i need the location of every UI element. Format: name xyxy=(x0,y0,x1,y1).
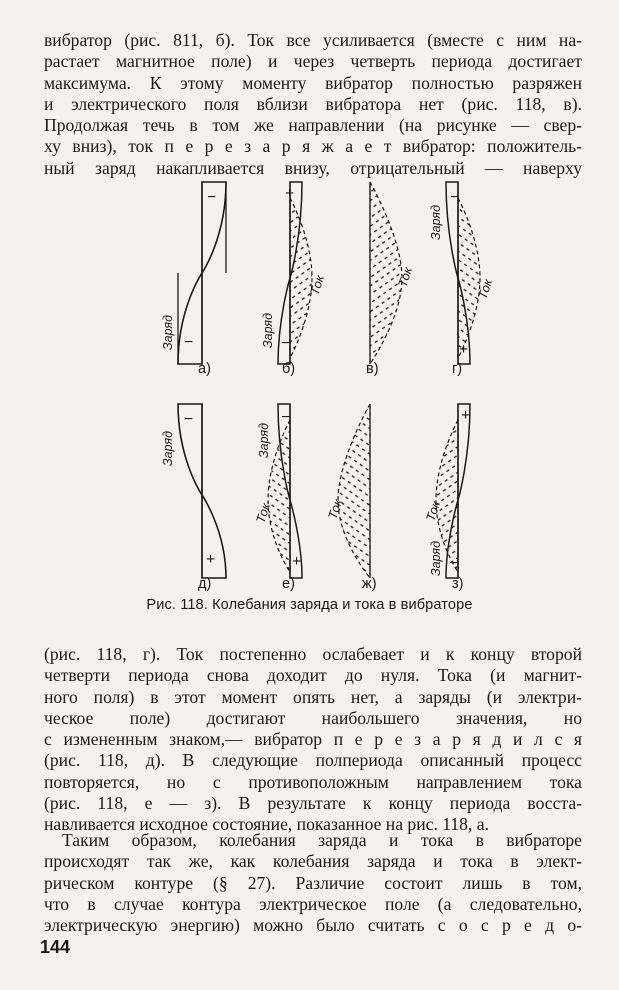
panel-e xyxy=(254,404,302,592)
plus-sign: + xyxy=(206,551,216,568)
charge-label: Заряд xyxy=(161,430,175,466)
text-line: растает магнитное поле) и через четверть периода достигает xyxy=(44,51,582,72)
minus-sign: − xyxy=(281,335,291,352)
panel-label-g: г) xyxy=(452,361,463,377)
text-line: ного поля) в этот момент опять нет, а заряды (и электри- xyxy=(44,686,582,707)
minus-sign: − xyxy=(184,334,194,351)
charge-label: Заряд xyxy=(429,540,443,576)
vibrator-figure xyxy=(140,178,500,598)
current-label: Ток xyxy=(253,501,274,525)
panel-zh xyxy=(326,404,377,592)
current-label: Ток xyxy=(307,273,328,297)
text-line: четверти периода снова доходит до нуля. Тока (и магнит- xyxy=(44,665,582,686)
charge-label: Заряд xyxy=(161,314,175,350)
text-line: вибратор (рис. 811, б). Ток все усиливается (вместе с ним на- xyxy=(44,30,582,50)
text-line: Продолжая течь в том же направлении (на рисунке — свер- xyxy=(44,115,582,136)
text-line: (рис. 118, е — з). В результате к концу периода восста- xyxy=(44,793,582,814)
paragraph-bottom xyxy=(44,830,582,936)
text-line: навливается исходное состояние, показанное на рис. 118, а. xyxy=(44,814,489,835)
current-label: Ток xyxy=(325,497,346,521)
plus-sign: + xyxy=(292,553,302,570)
text-line: повторяется, но с противоположным направлением тока xyxy=(44,771,582,792)
panel-v xyxy=(366,182,415,377)
charge-label: Заряд xyxy=(257,422,271,458)
panel-label-z: з) xyxy=(452,576,464,592)
text-line: (рис. 118, д). В следующие полпериода описанный процесс xyxy=(44,750,582,771)
panel-label-b: б) xyxy=(282,361,296,377)
text-line: происходят так же, как колебания заряда и тока в элект- xyxy=(44,851,582,872)
plus-sign: + xyxy=(285,185,295,202)
figure-caption: Рис. 118. Колебания заряда и тока в вибраторе xyxy=(146,597,473,613)
paragraph-middle xyxy=(44,644,582,836)
text-line: ческое поле) достигают наибольшего значения, но xyxy=(44,707,582,728)
minus-sign: − xyxy=(449,555,459,572)
plus-sign: + xyxy=(459,341,469,358)
minus-sign: − xyxy=(207,189,217,206)
panel-z xyxy=(424,404,471,592)
panel-label-d: д) xyxy=(198,576,212,592)
paragraph-top xyxy=(44,30,582,179)
panel-label-v: в) xyxy=(366,361,379,377)
panel-label-a: а) xyxy=(198,361,211,377)
text-line: электрическую энергию) можно было считать с о с р е д о- xyxy=(44,915,582,936)
plus-sign: + xyxy=(461,407,471,424)
current-label: Ток xyxy=(423,499,444,523)
minus-sign: − xyxy=(450,189,460,206)
minus-sign: − xyxy=(184,411,194,428)
text-line: рическом контуре (§ 27). Различие состоит лишь в том, xyxy=(44,872,582,893)
charge-label: Заряд xyxy=(261,312,275,348)
panel-a xyxy=(161,182,226,377)
current-label: Ток xyxy=(475,277,496,301)
charge-label: Заряд xyxy=(429,204,443,240)
text-line: ху вниз), ток п е р е з а р я ж а е т вибратор: положитель- xyxy=(44,136,582,157)
text-line: ный заряд накапливается внизу, отрицательный — наверху xyxy=(44,157,582,178)
panel-label-zh: ж) xyxy=(362,576,377,592)
panel-label-e: е) xyxy=(282,576,295,592)
text-line: и электрического поля вблизи вибратора нет (рис. 118, в). xyxy=(44,93,582,114)
panel-d xyxy=(161,404,226,592)
text-line: максимума. К этому моменту вибратор полностью разряжен xyxy=(44,72,582,93)
minus-sign: − xyxy=(281,409,291,426)
text-line: с измененным знаком,— вибратор п е р е з а р я д и л с я xyxy=(44,729,582,750)
current-label: Ток xyxy=(395,265,416,289)
panel-g xyxy=(429,182,495,377)
panel-b xyxy=(261,182,327,377)
text-line: что в случае контура электрическое поле (а следовательно, xyxy=(44,893,582,914)
text-line: (рис. 118, г). Ток постепенно ослабевает и к концу второй xyxy=(44,644,582,664)
text-line: Таким образом, колебания заряда и тока в вибраторе xyxy=(62,830,582,850)
page-number: 144 xyxy=(40,937,71,957)
